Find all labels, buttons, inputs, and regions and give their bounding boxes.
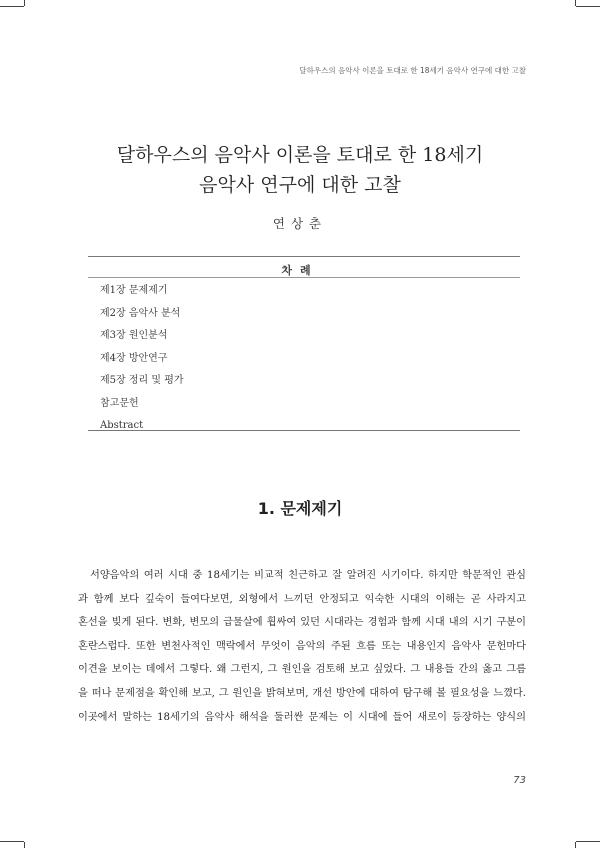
- toc-item: Abstract: [100, 420, 144, 431]
- body-paragraph: [78, 564, 526, 729]
- crop-mark: [576, 6, 600, 7]
- author-name: 연상춘: [272, 216, 328, 231]
- toc-divider-rule: [88, 277, 520, 278]
- toc-heading: 차례: [281, 264, 319, 277]
- toc-item: 제5장 정리 및 평가: [100, 375, 184, 386]
- body-line: 서양음악의 여러 시대 중 18세기는 비교적 친근하고 잘 알려진 시기이다. 하지만 학문적인 관심: [90, 570, 526, 581]
- paper-title: [0, 140, 600, 200]
- table-of-contents: [100, 280, 184, 438]
- crop-mark: [24, 0, 25, 6]
- body-line: 혼선을 빚게 된다. 변화, 변모의 급물살에 휩싸여 있던 시대라는 경험과 함께 시대 내의 시기 구분이: [78, 617, 526, 629]
- page-number: 73: [513, 775, 526, 786]
- body-line: 혼란스럽다. 또한 변천사적인 맥락에서 무엇이 음악의 주된 흐름 또는 내용인지 음악사 문헌마다: [78, 640, 526, 652]
- toc-item: 참고문헌: [100, 397, 139, 409]
- crop-mark: [576, 841, 600, 842]
- toc-item: 제4장 방안연구: [100, 352, 168, 364]
- crop-mark: [575, 0, 576, 6]
- toc-item: 제2장 음악사 분석: [100, 307, 181, 319]
- toc-top-rule: [88, 256, 520, 257]
- crop-mark: [575, 842, 576, 848]
- crop-mark: [24, 842, 25, 848]
- running-head: 달하우스의 음악사 이론을 토대로 한 18세기 음악사 연구에 대한 고찰: [299, 66, 526, 75]
- body-line: 과 함께 보다 깊숙이 들여다보면, 외형에서 느끼던 안정되고 익숙한 시대의 이해는 곧 사라지고: [78, 593, 526, 605]
- body-line: 이곳에서 말하는 18세기의 음악사 해석을 둘러싼 문제는 이 시대에 들어 새로이 등장하는 양식의: [78, 711, 526, 723]
- toc-bottom-rule: [88, 430, 520, 431]
- crop-mark: [0, 841, 24, 842]
- crop-mark: [0, 6, 24, 7]
- body-line: 을 떠나 문제점을 확인해 보고, 그 원인을 밝혀보며, 개선 방안에 대하여 탐구해 볼 필요성을 느꼈다.: [78, 687, 526, 699]
- section-heading: 1. 문제제기: [257, 499, 343, 518]
- title-line-1: 달하우스의 음악사 이론을 토대로 한 18세기: [116, 144, 484, 166]
- toc-item: 제1장 문제제기: [100, 285, 168, 296]
- title-line-2: 음악사 연구에 대한 고찰: [199, 174, 401, 196]
- body-line: 이견을 보이는 데에서 그렇다. 왜 그런지, 그 원인을 검토해 보고 싶었다. 그 내용들 간의 옳고 그름: [78, 664, 526, 676]
- toc-item: 제3장 원인분석: [100, 330, 168, 341]
